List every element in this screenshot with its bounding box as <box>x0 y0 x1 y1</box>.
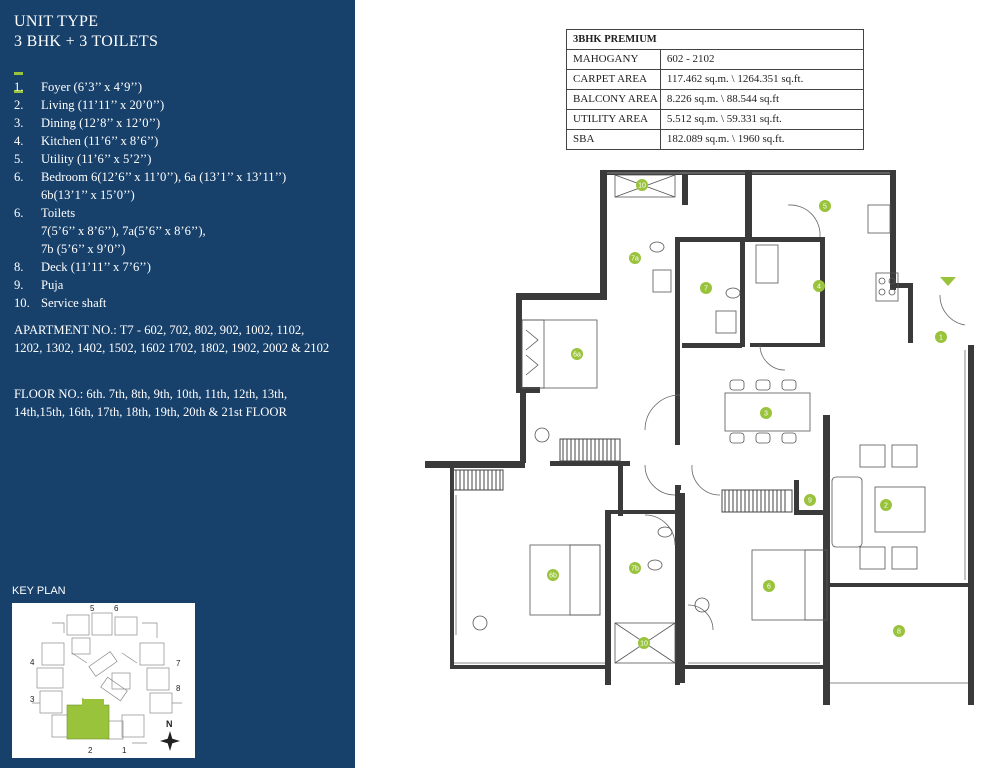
floor-numbers: FLOOR NO.: 6th. 7th, 8th, 9th, 10th, 11th, 12th, 13th, 14th,15th, 16th, 17th, 18th, 19th, 20th & 21st FLOOR <box>14 387 288 419</box>
table-row <box>567 50 864 70</box>
svg-text:7a: 7a <box>631 255 639 263</box>
key-plan-number: 5 <box>90 604 95 613</box>
room-marker <box>760 407 772 419</box>
compass-icon <box>160 731 180 751</box>
furniture <box>473 175 925 663</box>
room-marker <box>893 625 905 637</box>
room-marker <box>763 580 775 592</box>
list-item: 10. Service shaft <box>14 296 107 310</box>
unit-type-line2: 3 BHK + 3 TOILETS <box>14 33 159 50</box>
list-item: 6. Toilets 7(5’6’’ x 8’6’’), 7a(5’6’’ x 8’6’’), 7b (5’6’’ x 9’0’’) <box>14 206 206 256</box>
room-marker <box>880 499 892 511</box>
key-plan-number: 8 <box>176 684 181 693</box>
list-item: 5. Utility (11’6’’ x 5’2’’) <box>14 152 152 166</box>
walls <box>425 170 974 705</box>
key-plan-drawing <box>12 603 195 758</box>
table-header-cell: 3BHK PREMIUM <box>567 30 864 50</box>
svg-text:5: 5 <box>823 203 827 211</box>
svg-text:2: 2 <box>884 502 888 510</box>
svg-text:6a: 6a <box>573 351 581 359</box>
room-marker <box>571 348 583 360</box>
row-value: 5.512 sq.m. \ 59.331 sq.ft. <box>660 110 863 130</box>
floor-plan <box>420 165 983 710</box>
highlighted-unit <box>67 705 109 739</box>
svg-text:8: 8 <box>897 628 901 636</box>
row-label: SBA <box>567 130 661 150</box>
room-marker <box>638 637 650 649</box>
row-label: MAHOGANY <box>567 50 661 70</box>
row-label: UTILITY AREA <box>567 110 661 130</box>
svg-text:10: 10 <box>640 640 648 648</box>
floor-plan-drawing <box>420 165 983 710</box>
key-plan-number: 3 <box>30 695 35 704</box>
table-header <box>567 30 864 50</box>
key-plan-number: 2 <box>88 746 93 755</box>
table-row <box>567 70 864 90</box>
list-item: 8. Deck (11’11’’ x 7’6’’) <box>14 260 151 274</box>
room-marker <box>819 200 831 212</box>
row-value: 117.462 sq.m. \ 1264.351 sq.ft. <box>660 70 863 90</box>
key-plan-label: KEY PLAN <box>12 585 66 597</box>
table-row <box>567 130 864 150</box>
unit-type-line1: UNIT TYPE <box>14 13 99 30</box>
list-item: 6. Bedroom 6(12’6’’ x 11’0’’), 6a (13’1’’ x 13’11’’) 6b(13’1’’ x 15’0’’) <box>14 170 287 202</box>
area-summary-table <box>566 29 864 150</box>
svg-text:7: 7 <box>704 285 708 293</box>
room-list <box>14 78 344 312</box>
list-item: 2. Living (11’11’’ x 20’0’’) <box>14 98 165 112</box>
list-item: 1. Foyer (6’3’’ x 4’9’’) <box>14 80 143 94</box>
info-panel <box>0 0 355 768</box>
key-plan-number: 6 <box>114 604 119 613</box>
room-marker <box>629 252 641 264</box>
row-value: 8.226 sq.m. \ 88.544 sq.ft <box>660 90 863 110</box>
svg-text:7b: 7b <box>631 565 639 573</box>
list-item: 9. Puja <box>14 278 64 292</box>
row-label: CARPET AREA <box>567 70 661 90</box>
compass-label: N <box>166 719 173 729</box>
room-marker <box>629 562 641 574</box>
row-value: 602 - 2102 <box>660 50 863 70</box>
svg-text:3: 3 <box>764 410 768 418</box>
svg-text:4: 4 <box>817 283 821 291</box>
room-marker <box>547 569 559 581</box>
room-marker <box>804 494 816 506</box>
svg-text:6b: 6b <box>549 572 557 580</box>
row-value: 182.089 sq.m. \ 1960 sq.ft. <box>660 130 863 150</box>
key-plan-number: 7 <box>176 659 181 668</box>
list-item: 4. Kitchen (11’6’’ x 8’6’’) <box>14 134 159 148</box>
entry-arrow-icon <box>940 277 956 286</box>
svg-text:9: 9 <box>808 497 812 505</box>
room-marker <box>935 331 947 343</box>
room-marker <box>813 280 825 292</box>
row-label: BALCONY AREA <box>567 90 661 110</box>
room-marker <box>700 282 712 294</box>
key-plan-number: 1 <box>122 746 127 755</box>
apartment-numbers: APARTMENT NO.: T7 - 602, 702, 802, 902, 1002, 1102, 1202, 1302, 1402, 1502, 1602 1702, 1802, 1902, 2002 & 2102 <box>14 323 330 355</box>
key-plan-number: 4 <box>30 658 35 667</box>
svg-text:10: 10 <box>638 182 646 190</box>
room-marker <box>636 179 648 191</box>
table-row <box>567 90 864 110</box>
accent-dash <box>14 62 36 66</box>
svg-text:6: 6 <box>767 583 771 591</box>
unit-type-title <box>14 12 158 52</box>
key-plan <box>12 603 195 758</box>
table-row <box>567 110 864 130</box>
svg-text:1: 1 <box>939 334 943 342</box>
list-item: 3. Dining (12’8’’ x 12’0’’) <box>14 116 161 130</box>
